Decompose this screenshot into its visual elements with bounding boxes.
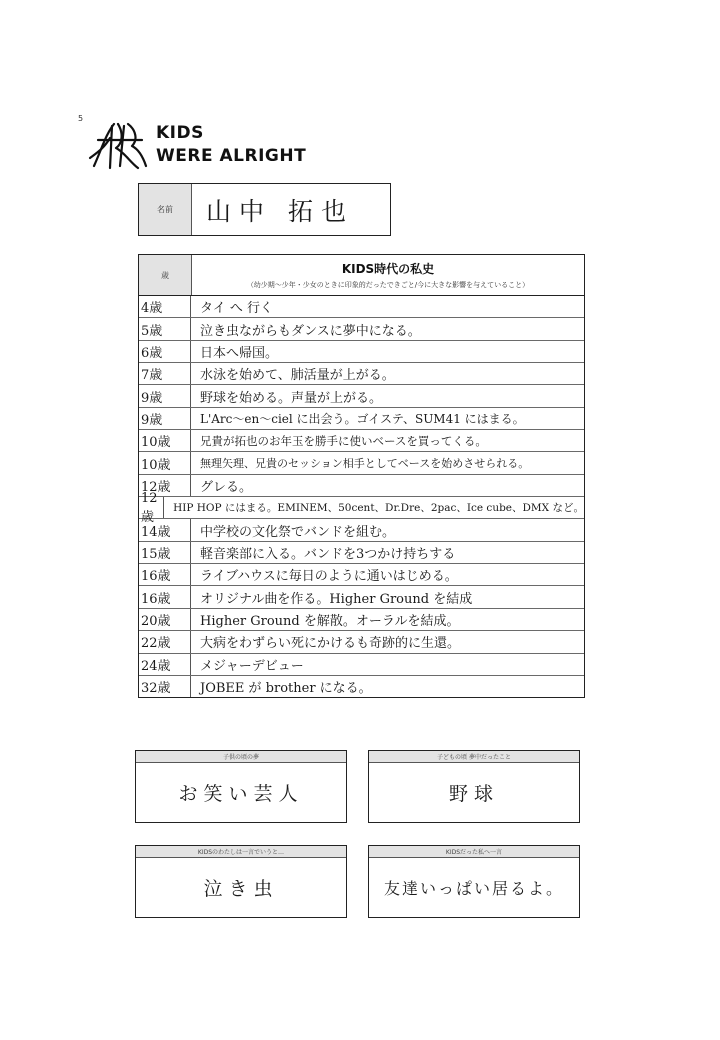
row-age: 16歳	[139, 564, 191, 585]
row-age: 9歳	[139, 385, 191, 406]
history-title: KIDS時代の私史	[341, 262, 435, 276]
history-row	[139, 631, 584, 653]
history-row	[139, 408, 584, 430]
row-age: 12歳	[139, 497, 164, 518]
history-row	[139, 654, 584, 676]
question-box-self-in-one-word	[135, 845, 347, 918]
history-row	[139, 542, 584, 564]
row-age: 24歳	[139, 654, 191, 675]
history-title-block	[192, 255, 584, 295]
row-event: タイ へ 行く	[200, 301, 274, 317]
row-event: HIP HOP にはまる。EMINEM、50cent、Dr.Dre、2pac、Ice cube、DMX など。	[173, 502, 584, 515]
history-row	[139, 490, 584, 525]
history-row	[139, 363, 584, 385]
row-age: 20歳	[139, 609, 191, 630]
history-row	[139, 341, 584, 363]
row-event: 野球を始める。声量が上がる。	[200, 390, 383, 406]
row-event: メジャーデビュー	[200, 658, 304, 674]
history-row	[139, 385, 584, 407]
row-age: 9歳	[139, 408, 191, 429]
history-table	[138, 254, 585, 698]
row-age: 22歳	[139, 631, 191, 652]
row-age: 14歳	[139, 519, 191, 540]
row-event: 日本へ帰国。	[200, 345, 279, 361]
question-box-childhood-passion	[368, 750, 580, 823]
row-event: 水泳を始めて、肺活量が上がる。	[200, 368, 395, 384]
kw-logo-icon	[88, 118, 148, 176]
question-label: KIDSのわたしは一言でいうと…	[136, 846, 346, 858]
row-age: 10歳	[139, 452, 191, 473]
row-event: 中学校の文化祭でバンドを組む。	[200, 524, 396, 540]
row-event: Higher Ground を解散。オーラルを結成。	[200, 613, 460, 629]
row-age: 5歳	[139, 318, 191, 339]
row-event: L'Arc～en～ciel に出会う。ゴイステ、SUM41 にはまる。	[200, 411, 525, 426]
name-value: 山中 拓也	[206, 196, 354, 226]
row-event: JOBEE が brother になる。	[200, 681, 372, 697]
history-row	[139, 519, 584, 541]
row-age: 10歳	[139, 430, 191, 451]
question-answer: お笑い芸人	[178, 783, 304, 805]
history-row	[139, 452, 584, 474]
question-answer: 野球	[448, 783, 499, 805]
row-event: 泣き虫ながらもダンスに夢中になる。	[200, 323, 421, 339]
question-box-message-to-self	[368, 845, 580, 918]
corner-mark: 5	[78, 114, 84, 123]
history-row	[139, 475, 584, 497]
history-row	[139, 430, 584, 452]
brand-line-2: WERE ALRIGHT	[156, 146, 307, 166]
name-label: 名前	[139, 184, 192, 235]
row-event: ライブハウスに毎日のように通いはじめる。	[200, 569, 458, 585]
history-row	[139, 609, 584, 631]
question-label: KIDSだった私へ一言	[369, 846, 579, 858]
question-box-childhood-dream	[135, 750, 347, 823]
question-answer: 泣き虫	[203, 878, 279, 900]
row-event: 大病をわずらい死にかけるも奇跡的に生還。	[200, 636, 461, 652]
question-label: 子どもの頃 夢中だったこと	[369, 751, 579, 763]
row-age: 4歳	[139, 296, 191, 317]
age-column-header: 歳	[139, 255, 192, 295]
name-box	[138, 183, 391, 236]
brand-title	[156, 122, 306, 168]
row-event: 軽音楽部に入る。バンドを3つかけ持ちする	[200, 546, 456, 562]
history-row	[139, 676, 584, 697]
row-event: 無理矢理、兄貴のセッション相手としてベースを始めさせられる。	[200, 457, 530, 471]
row-event: オリジナル曲を作る。Higher Ground を結成	[200, 591, 473, 607]
row-age: 32歳	[139, 676, 191, 697]
row-event: 兄貴が拓也のお年玉を勝手に使いベースを買ってくる。	[200, 433, 487, 448]
row-event: グレる。	[200, 479, 253, 495]
row-age: 15歳	[139, 542, 191, 563]
history-row	[139, 318, 584, 340]
row-age: 7歳	[139, 363, 191, 384]
row-age: 16歳	[139, 586, 191, 607]
history-row	[139, 296, 584, 318]
question-answer: 友達いっぱい居るよ。	[383, 879, 564, 898]
history-subtitle: （幼少期〜少年・少女のときに印象的だったできごと/今に大きな影響を与えていること）	[246, 281, 530, 289]
history-row	[139, 564, 584, 586]
brand-line-1: KIDS	[156, 123, 204, 143]
question-label: 子供の頃の夢	[136, 751, 346, 763]
history-header	[139, 255, 584, 296]
history-row	[139, 586, 584, 608]
row-age: 6歳	[139, 341, 191, 362]
row-age: 12歳	[139, 475, 191, 496]
